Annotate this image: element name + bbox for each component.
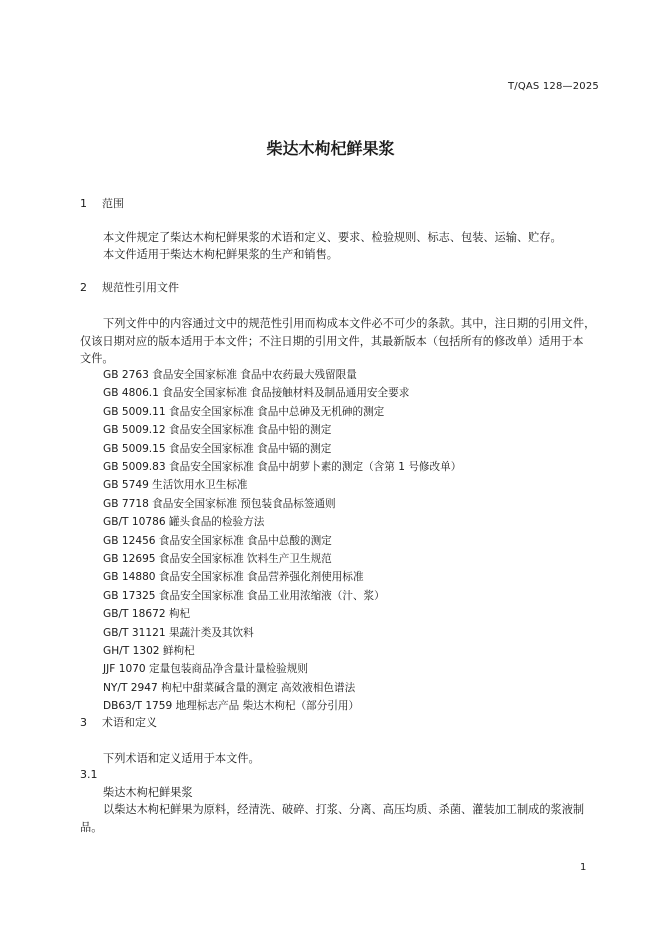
- section-number: 3: [80, 716, 87, 729]
- reference-item: GB 5749 生活饮用水卫生标准: [103, 479, 248, 492]
- standard-number: T/QAS 128—2025: [507, 81, 599, 92]
- section-number: 2: [80, 281, 87, 294]
- reference-item: GB 5009.15 食品安全国家标准 食品中镉的测定: [103, 442, 332, 455]
- section-3-intro: 下列术语和定义适用于本文件。: [103, 752, 260, 765]
- reference-item: GB 5009.11 食品安全国家标准 食品中总砷及无机砷的测定: [103, 405, 385, 418]
- reference-item: GB 2763 食品安全国家标准 食品中农药最大残留限量: [103, 369, 357, 381]
- reference-item: GH/T 1302 鲜枸杞: [103, 645, 195, 657]
- section-2-heading: [80, 279, 179, 295]
- document-title: 柴达木枸杞鲜果浆: [266, 139, 395, 158]
- section-1-paragraph-2: 本文件适用于柴达木枸杞鲜果浆的生产和销售。: [103, 248, 338, 261]
- section-1-paragraph-1: 本文件规定了柴达木枸杞鲜果浆的术语和定义、要求、检验规则、标志、包装、运输、贮存。: [103, 231, 562, 244]
- reference-item: GB 4806.1 食品安全国家标准 食品接触材料及制品通用安全要求: [103, 387, 410, 400]
- section-1-heading: [80, 195, 124, 211]
- term-definition-line-2: 品。: [80, 821, 103, 834]
- section-2-intro-line-3: 文件。: [80, 352, 114, 365]
- reference-item: GB 12695 食品安全国家标准 饮料生产卫生规范: [103, 553, 332, 565]
- term-number: 3.1: [80, 768, 98, 781]
- section-2-intro-line-2: 仅该日期对应的版本适用于本文件；不注日期的引用文件，其最新版本（包括所有的修改单）适用于本: [80, 335, 584, 348]
- section-number: 1: [80, 197, 87, 210]
- term-name: 柴达木枸杞鲜果浆: [103, 786, 193, 799]
- reference-item: GB 17325 食品安全国家标准 食品工业用浓缩液（汁、浆）: [103, 589, 385, 602]
- reference-item: JJF 1070 定量包装商品净含量计量检验规则: [103, 663, 308, 676]
- section-title: 规范性引用文件: [102, 281, 179, 294]
- reference-item: NY/T 2947 枸杞中甜菜碱含量的测定 高效液相色谱法: [103, 681, 356, 694]
- reference-item: GB 5009.12 食品安全国家标准 食品中铅的测定: [103, 424, 332, 437]
- reference-item: GB/T 31121 果蔬汁类及其饮料: [103, 626, 254, 639]
- section-2-intro-line-1: 下列文件中的内容通过文中的规范性引用而构成本文件必不可少的条款。其中，注日期的引用文件，: [103, 317, 596, 330]
- section-title: 范围: [102, 197, 124, 210]
- reference-item: GB 7718 食品安全国家标准 预包装食品标签通则: [103, 497, 336, 510]
- reference-item: GB 5009.83 食品安全国家标准 食品中胡萝卜素的测定（含第 1 号修改单）: [103, 461, 462, 473]
- page-number: 1: [580, 862, 587, 873]
- reference-item: GB 14880 食品安全国家标准 食品营养强化剂使用标准: [103, 571, 364, 584]
- reference-item: GB/T 10786 罐头食品的检验方法: [103, 516, 265, 529]
- section-title: 术语和定义: [102, 716, 157, 729]
- reference-item: DB63/T 1759 地理标志产品 柴达木枸杞（部分引用）: [103, 700, 360, 713]
- reference-item: GB 12456 食品安全国家标准 食品中总酸的测定: [103, 534, 332, 547]
- reference-item: GB/T 18672 枸杞: [103, 608, 191, 621]
- section-3-heading: [80, 714, 157, 730]
- term-definition-line-1: 以柴达木枸杞鲜果为原料，经清洗、破碎、打浆、分离、高压均质、杀菌、灌装加工制成的浆液制: [103, 803, 585, 816]
